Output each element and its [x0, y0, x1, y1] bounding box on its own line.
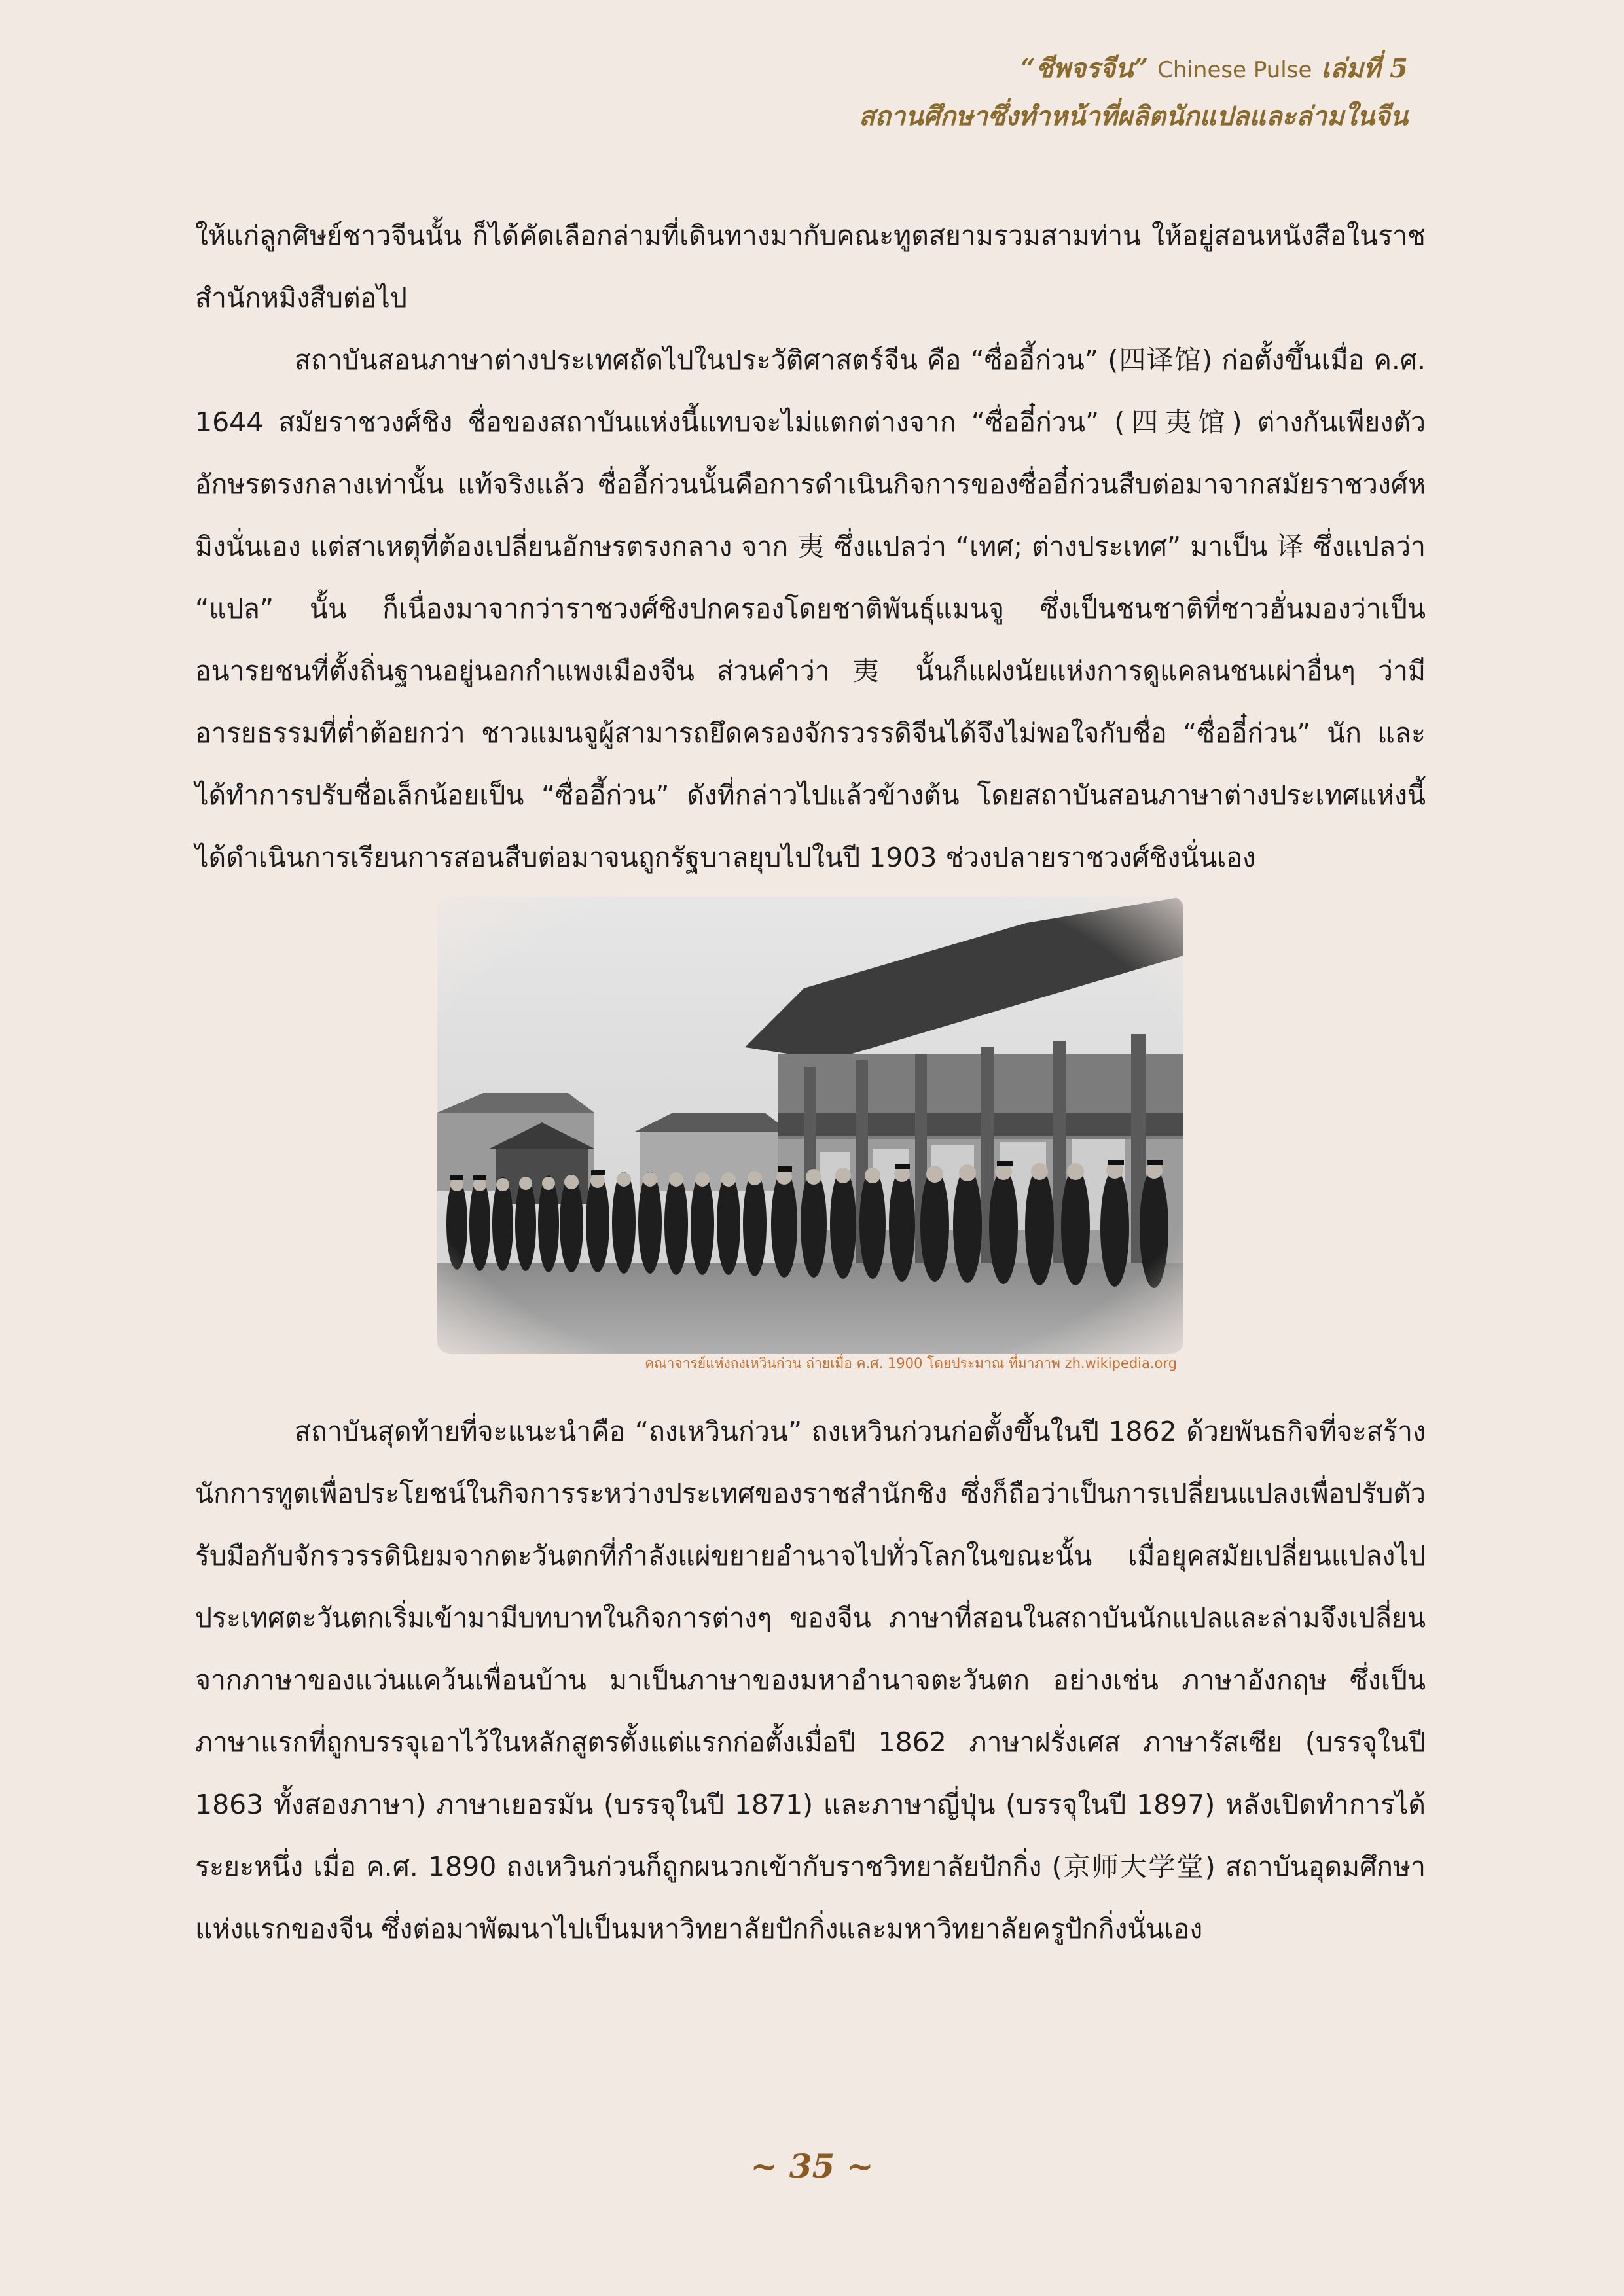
- paragraph-siyiguan: สถาบันสอนภาษาต่างประเทศถัดไปในประวัติศาสตร์จีน คือ “ซื่ออี้ก่วน” (四译馆) ก่อตั้งขึ้นเมื่อ ค.ศ. 1644 สมัยราชวงศ์ชิง ชื่อของสถาบันแห่งนี้แทบจะไม่แตกต่างจาก “ซื่ออี๋ก่วน” (四夷馆) ต่างกันเพียงตัวอักษรตรงกลางเท่านั้น แท้จริงแล้ว ซื่ออี้ก่วนนั้นคือการดำเนินกิจการของซื่ออี๋ก่วนสืบต่อมาจากสมัยราชวงศ์หมิงนั่นเอง แต่สาเหตุที่ต้องเปลี่ยนอักษรตรงกลาง จาก 夷 ซึ่งแปลว่า “เทศ; ต่างประเทศ” มาเป็น 译 ซึ่งแปลว่า “แปล” นั้น ก็เนื่องมาจากว่าราชวงศ์ชิงปกครองโดยชาติพันธุ์แมนจู ซึ่งเป็นชนชาติที่ชาวฮั่นมองว่าเป็นอนารยชนที่ตั้งถิ่นฐานอยู่นอกกำแพงเมืองจีน ส่วนคำว่า 夷 นั้นก็แฝงนัยแห่งการดูแคลนชนเผ่าอื่นๆ ว่ามีอารยธรรมที่ต่ำต้อยกว่า ชาวแมนจูผู้สามารถยึดครองจักรวรรดิจีนได้จึงไม่พอใจกับชื่อ “ซื่ออี๋ก่วน” นัก และได้ทำการปรับชื่อเล็กน้อยเป็น “ซื่ออี้ก่วน” ดังที่กล่าวไปแล้วข้างต้น โดยสถาบันสอนภาษาต่างประเทศแห่งนี้ ได้ดำเนินการเรียนการสอนสืบต่อมาจนถูกรัฐบาลยุบไปในปี 1903 ช่วงปลายราชวงศ์ชิงนั่นเอง: [195, 344, 1426, 873]
- running-header: [859, 46, 1408, 140]
- page-body: [195, 205, 1426, 1960]
- header-issue: เล่มที่ 5: [1321, 53, 1408, 84]
- header-title-thai: “ชีพจรจีน”: [1020, 53, 1149, 84]
- paragraph-tongwenguan: สถาบันสุดท้ายที่จะแนะนำคือ “ถงเหวินก่วน” ถงเหวินก่วนก่อตั้งขึ้นในปี 1862 ด้วยพันธกิจที่จะสร้างนักการทูตเพื่อประโยชน์ในกิจการระหว่างประเทศของราชสำนักชิง ซึ่งก็ถือว่าเป็นการเปลี่ยนแปลงเพื่อปรับตัวรับมือกับจักรวรรดินิยมจากตะวันตกที่กำลังแผ่ขยายอำนาจไปทั่วโลกในขณะนั้น เมื่อยุคสมัยเปลี่ยนแปลงไป ประเทศตะวันตกเริ่มเข้ามามีบทบาทในกิจการต่างๆ ของจีน ภาษาที่สอนในสถาบันนักแปลและล่ามจึงเปลี่ยนจากภาษาของแว่นแคว้นเพื่อนบ้าน มาเป็นภาษาของมหาอำนาจตะวันตก อย่างเช่น ภาษาอังกฤษ ซึ่งเป็นภาษาแรกที่ถูกบรรจุเอาไว้ในหลักสูตรตั้งแต่แรกก่อตั้งเมื่อปี 1862 ภาษาฝรั่งเศส ภาษารัสเซีย (บรรจุในปี 1863 ทั้งสองภาษา) ภาษาเยอรมัน (บรรจุในปี 1871) และภาษาญี่ปุ่น (บรรจุในปี 1897) หลังเปิดทำการได้ระยะหนึ่ง เมื่อ ค.ศ. 1890 ถงเหวินก่วนก็ถูกผนวกเข้ากับราชวิทยาลัยปักกิ่ง (京师大学堂) สถาบันอุดมศึกษา แห่งแรกของจีน ซึ่งต่อมาพัฒนาไปเป็นมหาวิทยาลัยปักกิ่งและมหาวิทยาลัยครูปักกิ่งนั่นเอง: [195, 1416, 1426, 1945]
- paragraph-intro: ให้แก่ลูกศิษย์ชาวจีนนั้น ก็ได้คัดเลือกล่ามที่เดินทางมากับคณะทูตสยามรวมสามท่าน ให้อยู่สอนหนังสือในราชสำนักหมิงสืบต่อไป: [195, 220, 1426, 314]
- figure-tongwenguan-photo: [437, 897, 1183, 1381]
- header-subtitle: สถานศึกษาซึ่งทำหน้าที่ผลิตนักแปลและล่ามในจีน: [859, 101, 1408, 132]
- page-number: ~ 35 ~: [750, 2147, 874, 2185]
- header-title-english: Chinese Pulse: [1157, 57, 1312, 83]
- figure-caption: คณาจารย์แห่งถงเหวินก่วน ถ่ายเมื่อ ค.ศ. 1900 โดยประมาณ ที่มาภาพ zh.wikipedia.org: [645, 1355, 1177, 1371]
- historical-group-photo: [437, 897, 1183, 1354]
- header-title-line: [859, 46, 1408, 93]
